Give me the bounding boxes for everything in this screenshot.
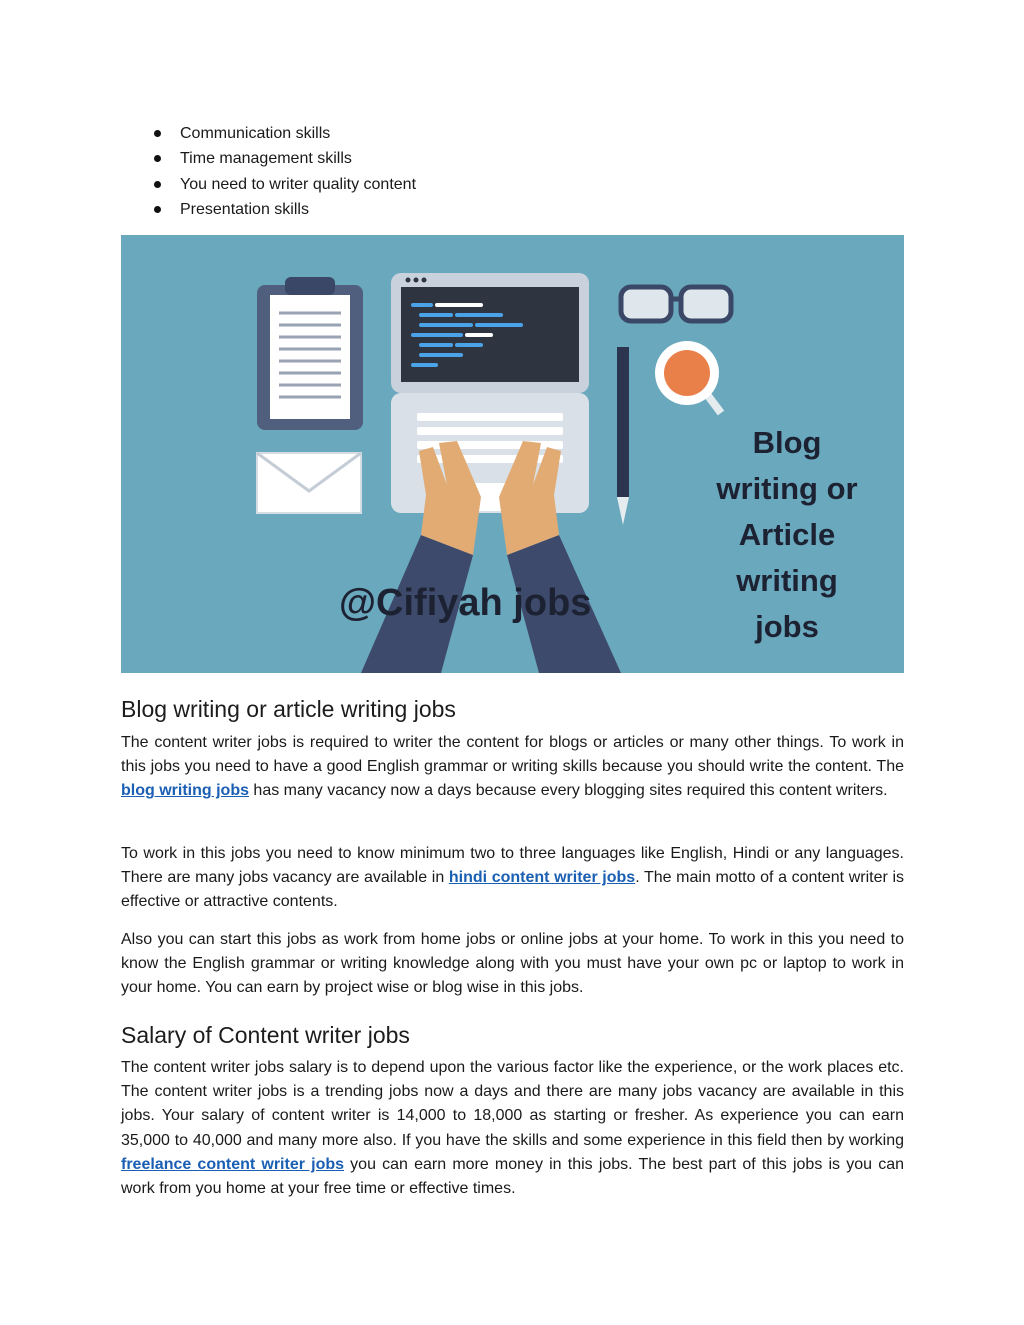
list-item: You need to writer quality content bbox=[121, 172, 416, 197]
paragraph: The content writer jobs salary is to depend upon the various factor like the experience, or the work places etc. The content writer jobs is a trending jobs now a days and there are many jobs vacancy are available in this jobs. Your salary of content writer is 14,000 to 18,000 as starting or fresher. As experience you can earn 35,000 to 40,000 and many more also. If you have the skills and some experience in this field then by working freelance content writer jobs you can earn more money in this jobs. The best part of this jobs is you can work from you home at your free time or effective times. bbox=[121, 1059, 904, 1198]
hero-title-line: Blog bbox=[752, 425, 822, 460]
paragraph: The content writer jobs is required to writer the content for blogs or articles or many other things. To work in this jobs you need to have a good English grammar or writing skills because you should write the content. The blog writing jobs has many vacancy now a days because every blogging sites required this content writers. bbox=[121, 734, 904, 800]
list-item: Communication skills bbox=[121, 121, 416, 146]
hero-title-line: jobs bbox=[755, 609, 819, 644]
pencil-icon bbox=[617, 347, 629, 525]
bullet-icon bbox=[154, 206, 161, 213]
blog-writing-jobs-link[interactable]: blog writing jobs bbox=[121, 782, 249, 800]
paragraph: To work in this jobs you need to know minimum two to three languages like English, Hindi or any languages. There are many jobs vacancy are available in hindi content writer jobs. The main motto of a content writer is effective or attractive contents. bbox=[121, 845, 905, 911]
skills-list bbox=[121, 121, 416, 222]
list-item: Time management skills bbox=[121, 146, 416, 171]
envelope-icon bbox=[257, 453, 361, 513]
hero-title-line: writing bbox=[736, 563, 838, 598]
laptop-icon bbox=[391, 273, 589, 513]
bullet-icon bbox=[154, 181, 161, 188]
hero-watermark: @Cifiyah jobs bbox=[339, 582, 592, 624]
hindi-content-writer-jobs-link[interactable]: hindi content writer jobs bbox=[448, 869, 636, 887]
hero-illustration bbox=[121, 235, 904, 673]
section-heading-blog: Blog writing or article writing jobs bbox=[121, 696, 456, 722]
hero-title-line: writing or bbox=[716, 471, 858, 506]
bullet-icon bbox=[154, 155, 161, 162]
list-item: Presentation skills bbox=[121, 197, 416, 222]
clipboard-icon bbox=[257, 277, 363, 430]
paragraph: Also you can start this jobs as work from home jobs or online jobs at your home. To work in this you need to know the English grammar or writing knowledge along with you must have your own pc or laptop to work in your home. You can earn by project wise or blog wise in this jobs. bbox=[121, 931, 904, 997]
hero-title-line: Article bbox=[738, 517, 836, 552]
section-heading-salary: Salary of Content writer jobs bbox=[121, 1022, 410, 1048]
freelance-content-writer-jobs-link[interactable]: freelance content writer jobs bbox=[121, 1155, 345, 1173]
bullet-icon bbox=[154, 130, 161, 137]
